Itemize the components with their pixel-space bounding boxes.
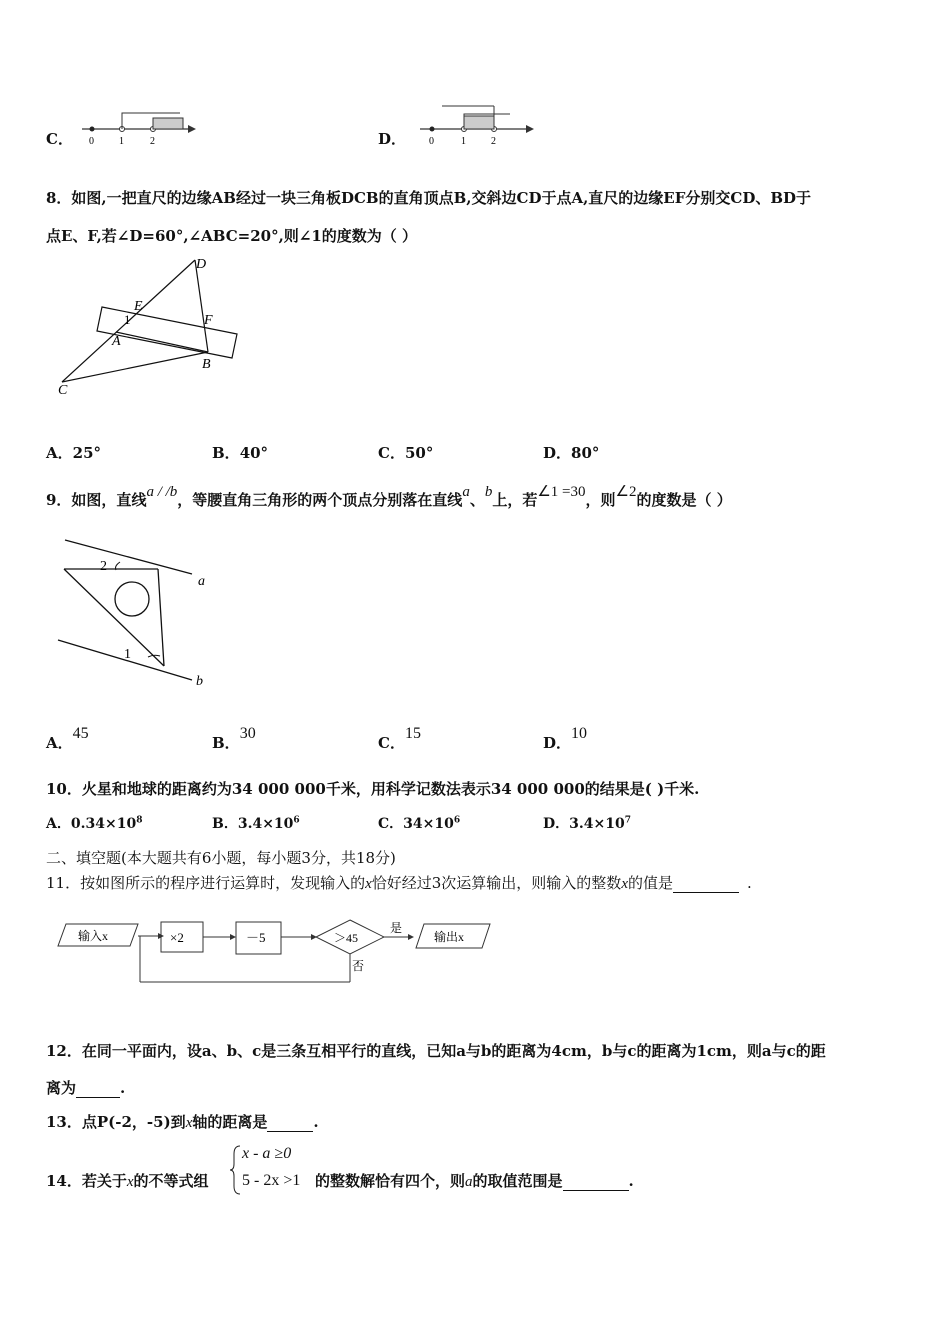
q9-option-a: A．45 (46, 725, 89, 752)
svg-text:×2: ×2 (170, 930, 184, 945)
svg-text:B: B (202, 357, 211, 372)
q8-figure (50, 252, 250, 402)
q11-stem: 11．按如图所示的程序进行运算时，发现输入的x恰好经过3次运算输出，则输入的整数x的值是 . (46, 874, 752, 892)
q9-option-d: D．10 (543, 725, 588, 752)
q10-option-a: A．$0.34\times 10^8$ (46, 815, 143, 832)
q14-brace (229, 1144, 243, 1196)
q7-option-c-label: C． (46, 130, 73, 148)
q7-option-d-label: D． (378, 130, 407, 148)
tick-1: 1 (119, 136, 124, 147)
tick-0: 0 (89, 136, 94, 147)
q12-stem-line2: 离为 . (46, 1079, 126, 1097)
svg-text:2: 2 (100, 559, 107, 574)
q11-flowchart (56, 914, 496, 990)
q14-stem-right: 的整数解恰有四个，则a的取值范围是 . (315, 1172, 634, 1190)
svg-text:A: A (112, 334, 121, 349)
tick-2: 2 (150, 136, 155, 147)
svg-text:C: C (58, 383, 68, 398)
q7-number-line-d (418, 102, 538, 148)
svg-text:否: 否 (352, 959, 365, 973)
q10-option-d: D．$3.4\times 10^7$ (543, 815, 631, 832)
svg-text:输出x: 输出x (434, 930, 465, 944)
q8-option-b: B．40° (212, 444, 269, 462)
svg-text:D: D (196, 257, 207, 272)
q14-inequality-2: 5 - 2x >1 (242, 1172, 301, 1189)
svg-text:－5: －5 (246, 930, 266, 945)
q9-option-c: C．15 (378, 725, 421, 752)
q10-option-b: B．$3.4\times 10^6$ (212, 815, 300, 832)
q14-stem-left: 14．若关于x的不等式组 (46, 1172, 209, 1190)
q9-figure (50, 532, 220, 692)
section-heading: 二、填空题(本大题共有6小题，每小题3分，共18分) (46, 849, 396, 867)
svg-text:2: 2 (491, 136, 496, 147)
q8-option-a: A．25° (46, 444, 102, 462)
q9-option-b: B．30 (212, 725, 256, 752)
q12-stem-line1: 12．在同一平面内，设a、b、c是三条互相平行的直线，已知a与b的距离为4cm，b与c的距离为1cm，则a与c的距 (46, 1042, 826, 1060)
svg-text:1: 1 (461, 136, 466, 147)
svg-text:0: 0 (429, 136, 434, 147)
svg-text:1: 1 (124, 312, 131, 327)
svg-text:输入x: 输入x (78, 929, 109, 943)
svg-text:E: E (134, 299, 143, 314)
svg-text:b: b (196, 674, 203, 689)
q8-option-d: D．80° (543, 444, 600, 462)
svg-text:是: 是 (390, 921, 403, 935)
svg-text:F: F (204, 313, 213, 328)
svg-text:1: 1 (124, 647, 131, 662)
q8-option-c: C．50° (378, 444, 434, 462)
q10-stem: 10．火星和地球的距离约为34 000 000千米，用科学记数法表示34 000 000的结果是( )千米. (46, 780, 700, 798)
q9-stem: 9．如图，直线a / /b，等腰直角三角形的两个顶点分别落在直线a、b上，若∠1 =30，则∠2的度数是（ ） (46, 484, 732, 509)
q13-stem: 13．点P(-2，-5)到x轴的距离是 . (46, 1113, 319, 1131)
q8-stem-line1: 8．如图,一把直尺的边缘AB经过一块三角板DCB的直角顶点B,交斜边CD于点A,直尺的边缘EF分别交CD、BD于 (46, 189, 812, 207)
q7-number-line-c (80, 106, 200, 148)
svg-text:＞45: ＞45 (334, 931, 359, 945)
q10-option-c: C．$34\times 10^6$ (378, 815, 461, 832)
q14-inequality-1: x - a ≥0 (242, 1145, 292, 1162)
q8-stem-line2: 点E、F,若∠D=60°,∠ABC=20°,则∠1的度数为（ ） (46, 227, 418, 245)
svg-text:a: a (198, 574, 205, 589)
